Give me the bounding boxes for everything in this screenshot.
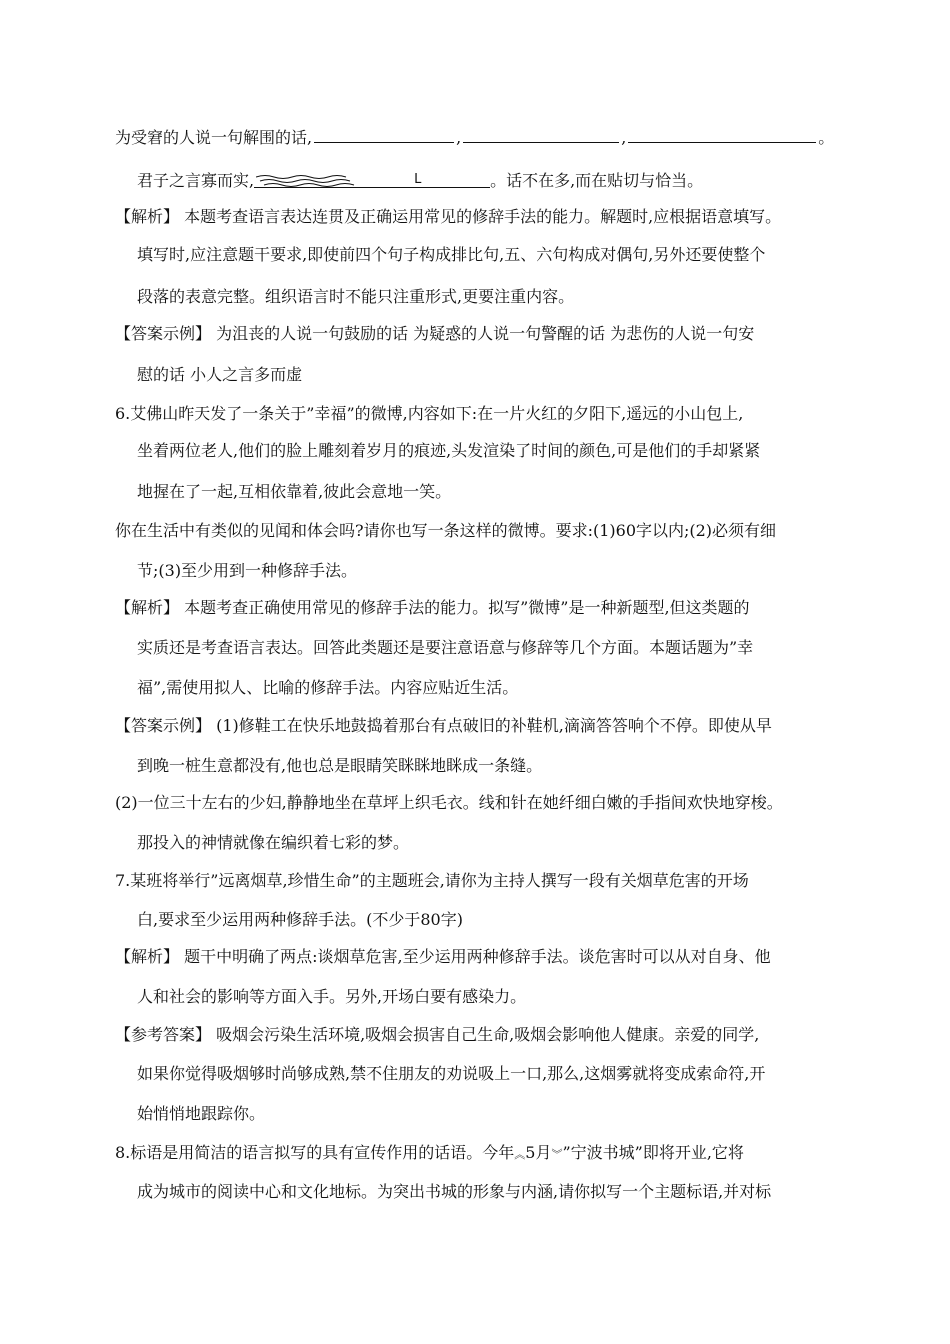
question-6-line: 地握在了一起,互相依靠着,彼此会意地一笑。	[137, 482, 452, 501]
analysis-line: 福”,需使用拟人、比喻的修辞手法。内容应贴近生活。	[137, 678, 519, 697]
answer-line: (2)一位三十左右的少妇,静静地坐在草坪上织毛衣。线和针在她纤细白嫩的手指间欢快地穿梭。	[115, 793, 783, 812]
analysis-line: 实质还是考查语言表达。回答此类题还是要注意语意与修辞等几个方面。本题话题为”幸	[137, 638, 754, 657]
question-6-line: 节;(3)至少用到一种修辞手法。	[137, 561, 358, 580]
text-segment: 君子之言寡而实,	[137, 171, 255, 190]
text-segment: 为受窘的人说一句解围的话,	[115, 128, 313, 147]
answer-blank[interactable]	[628, 128, 816, 143]
question-line-wavy	[137, 170, 703, 192]
question-7-line: 7.某班将举行”远离烟草,珍惜生命”的主题班会,请你为主持人撰写一段有关烟草危害的开场	[115, 871, 749, 890]
answer-line: 那投入的神情就像在编织着七彩的梦。	[137, 833, 410, 852]
question-6-line: 坐着两位老人,他们的脸上雕刻着岁月的痕迹,头发渲染了时间的颜色,可是他们的手却紧紧	[137, 441, 761, 460]
answer-line: 到晚一桩生意都没有,他也总是眼睛笑眯眯地眯成一条缝。	[137, 756, 543, 775]
question-6-line: 6.艾佛山昨天发了一条关于”幸福”的微博,内容如下:在一片火红的夕阳下,遥远的小山包上,	[115, 404, 744, 423]
answer-line: 【答案示例】 为沮丧的人说一句鼓励的话 为疑惑的人说一句警醒的话 为悲伤的人说一句安	[115, 324, 755, 343]
question-6-line: 你在生活中有类似的见闻和体会吗?请你也写一条这样的微博。要求:(1)60字以内;(2)必须有细	[115, 521, 777, 540]
answer-blank[interactable]	[463, 128, 619, 143]
text-segment: 5月	[525, 1143, 552, 1162]
analysis-line: 【解析】 本题考查正确使用常见的修辞手法的能力。拟写”微博”是一种新题型,但这类题的	[115, 598, 750, 617]
analysis-line: 人和社会的影响等方面入手。另外,开场白要有感染力。	[137, 987, 527, 1006]
stray-mark: L	[414, 172, 422, 187]
answer-line: 始悄悄地跟踪你。	[137, 1104, 266, 1123]
question-line-blanks	[115, 127, 834, 149]
answer-line: 慰的话 小人之言多而虚	[137, 365, 303, 384]
text-segment: ,	[621, 128, 627, 147]
emphasis-mark-up: ︽	[514, 1148, 526, 1161]
text-segment: 。	[818, 128, 835, 147]
analysis-line: 【解析】 本题考查语言表达连贯及正确运用常见的修辞手法的能力。解题时,应根据语意填写。	[115, 207, 782, 226]
question-8-line: 成为城市的阅读中心和文化地标。为突出书城的形象与内涵,请你拟写一个主题标语,并对标	[137, 1182, 772, 1201]
text-segment: ,	[456, 128, 462, 147]
text-segment: 。话不在多,而在贴切与恰当。	[490, 171, 704, 190]
text-segment: 8.标语是用简洁的语言拟写的具有宣传作用的话语。今年	[115, 1143, 515, 1162]
analysis-line: 段落的表意完整。组织语言时不能只注重形式,更要注重内容。	[137, 287, 575, 306]
answer-line: 【答案示例】 (1)修鞋工在快乐地鼓捣着那台有点破旧的补鞋机,滴滴答答响个不停。即使从早	[115, 716, 772, 735]
text-segment: ”宁波书城”即将开业,它将	[562, 1143, 744, 1162]
emphasis-mark-down: ︾	[551, 1148, 563, 1161]
wavy-answer-blank[interactable]	[254, 171, 490, 188]
question-8-line	[115, 1142, 744, 1166]
question-7-line: 白,要求至少运用两种修辞手法。(不少于80字)	[137, 910, 463, 929]
answer-blank[interactable]	[314, 128, 454, 143]
answer-line: 【参考答案】 吸烟会污染生活环境,吸烟会损害自己生命,吸烟会影响他人健康。亲爱的同学,	[115, 1025, 760, 1044]
wavy-underline-icon	[256, 174, 406, 188]
answer-line: 如果你觉得吸烟够时尚够成熟,禁不住朋友的劝说吸上一口,那么,这烟雾就将变成索命符,开	[137, 1064, 766, 1083]
analysis-line: 填写时,应注意题干要求,即使前四个句子构成排比句,五、六句构成对偶句,另外还要使整个	[137, 245, 766, 264]
analysis-line: 【解析】 题干中明确了两点:谈烟草危害,至少运用两种修辞手法。谈危害时可以从对自身、他	[115, 947, 771, 966]
